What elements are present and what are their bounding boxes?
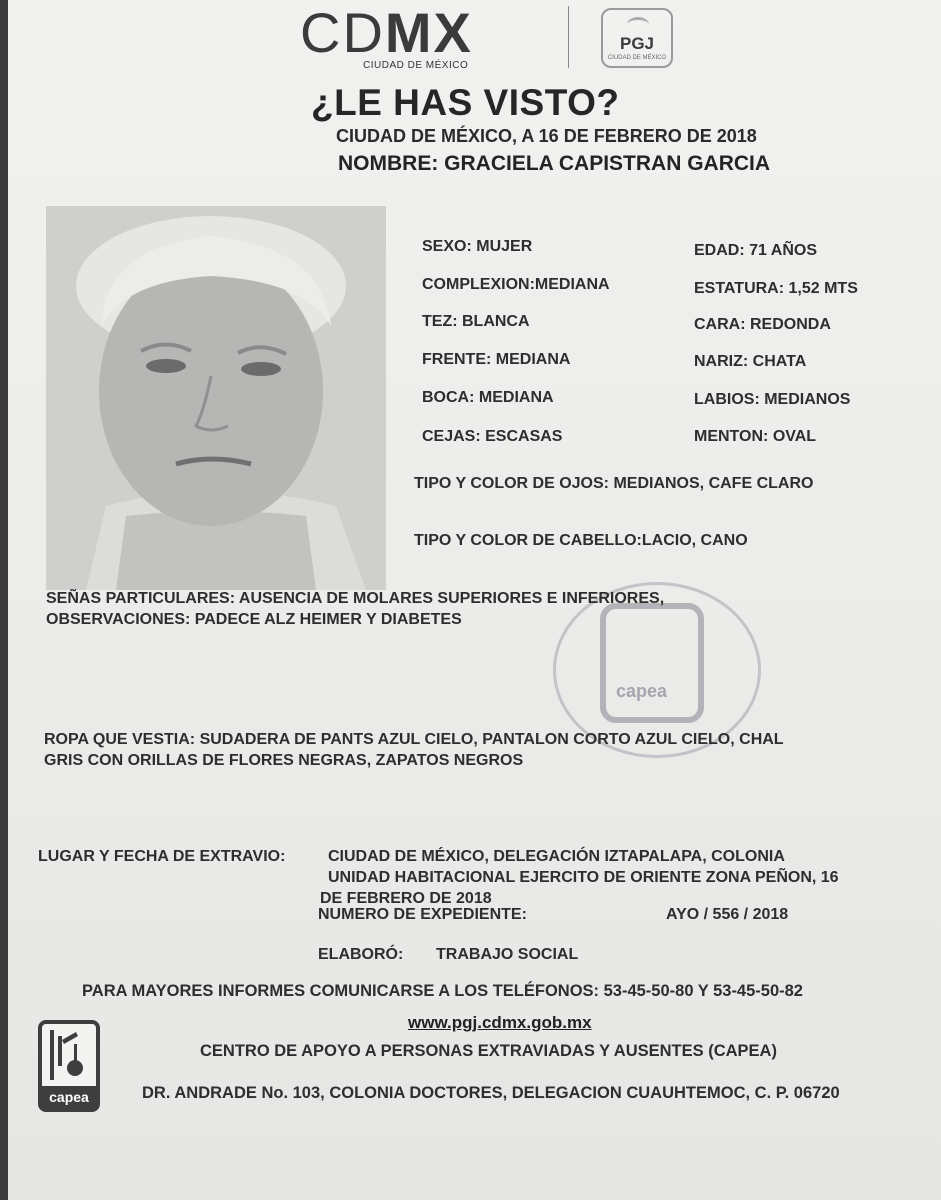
seal-emblem-icon — [600, 603, 704, 723]
missing-person-flyer — [8, 0, 941, 1200]
elaboro-value: TRABAJO SOCIAL — [436, 946, 579, 963]
cdmx-logo — [300, 0, 473, 65]
pgj-emblem-icon — [627, 17, 649, 32]
pgj-logo-text: PGJ — [619, 34, 655, 53]
capea-logo-label: capea — [42, 1086, 96, 1108]
lugar-line-2: UNIDAD HABITACIONAL EJERCITO DE ORIENTE ZONA PEÑON, 16 — [328, 869, 839, 886]
capea-emblem-icon — [42, 1026, 96, 1088]
dateline: CIUDAD DE MÉXICO, A 16 DE FEBRERO DE 2018 — [336, 126, 757, 146]
field-frente: FRENTE: MEDIANA — [422, 351, 571, 368]
cdmx-logo-mx: MX — [384, 1, 473, 64]
observaciones: OBSERVACIONES: PADECE ALZ HEIMER Y DIABETES — [46, 611, 462, 628]
cdmx-logo-subtitle: CIUDAD DE MÉXICO — [363, 60, 469, 71]
website-link[interactable]: www.pgj.cdmx.gob.mx — [408, 1013, 592, 1032]
expediente-value: AYO / 556 / 2018 — [666, 906, 789, 923]
field-estatura: ESTATURA: 1,52 MTS — [694, 280, 858, 297]
ropa-line-2: GRIS CON ORILLAS DE FLORES NEGRAS, ZAPATOS NEGROS — [44, 752, 524, 769]
field-cabello: TIPO Y COLOR DE CABELLO:LACIO, CANO — [414, 532, 748, 549]
person-photo — [46, 206, 386, 590]
elaboro-label: ELABORÓ: — [318, 946, 404, 963]
field-cara: CARA: REDONDA — [694, 316, 831, 333]
field-tez: TEZ: BLANCA — [422, 313, 530, 330]
direccion: DR. ANDRADE No. 103, COLONIA DOCTORES, DELEGACION CUAUHTEMOC, C. P. 06720 — [142, 1084, 840, 1102]
lugar-line-3: DE FEBRERO DE 2018 — [320, 890, 492, 907]
lugar-line-1: CIUDAD DE MÉXICO, DELEGACIÓN IZTAPALAPA, COLONIA — [328, 848, 785, 865]
centro-capea: CENTRO DE APOYO A PERSONAS EXTRAVIADAS Y AUSENTES (CAPEA) — [200, 1042, 777, 1060]
portrait-illustration — [46, 206, 386, 590]
field-ojos: TIPO Y COLOR DE OJOS: MEDIANOS, CAFE CLARO — [414, 475, 814, 492]
field-sexo: SEXO: MUJER — [422, 238, 533, 255]
capea-logo — [38, 1020, 100, 1112]
cdmx-logo-cd: CD — [300, 1, 385, 64]
logo-divider — [568, 6, 569, 68]
field-cejas: CEJAS: ESCASAS — [422, 428, 563, 445]
senas-particulares: SEÑAS PARTICULARES: AUSENCIA DE MOLARES SUPERIORES E INFERIORES, — [46, 590, 665, 607]
field-nariz: NARIZ: CHATA — [694, 353, 807, 370]
person-name: NOMBRE: GRACIELA CAPISTRAN GARCIA — [338, 152, 771, 175]
seal-label: capea — [616, 681, 668, 701]
flyer-title: ¿LE HAS VISTO? — [311, 82, 620, 123]
contact-phones: PARA MAYORES INFORMES COMUNICARSE A LOS TELÉFONOS: 53-45-50-80 Y 53-45-50-82 — [82, 982, 803, 1000]
expediente-label: NUMERO DE EXPEDIENTE: — [318, 906, 527, 923]
field-labios: LABIOS: MEDIANOS — [694, 391, 851, 408]
lugar-label: LUGAR Y FECHA DE EXTRAVIO: — [38, 848, 286, 865]
field-edad: EDAD: 71 AÑOS — [694, 242, 817, 259]
ropa-line-1: ROPA QUE VESTIA: SUDADERA DE PANTS AZUL CIELO, PANTALON CORTO AZUL CIELO, CHAL — [44, 731, 784, 748]
pgj-logo-subtitle: CIUDAD DE MÉXICO — [607, 55, 667, 61]
pgj-logo — [601, 8, 673, 68]
field-menton: MENTON: OVAL — [694, 428, 817, 445]
field-complexion: COMPLEXION:MEDIANA — [422, 276, 610, 293]
field-boca: BOCA: MEDIANA — [422, 389, 554, 406]
